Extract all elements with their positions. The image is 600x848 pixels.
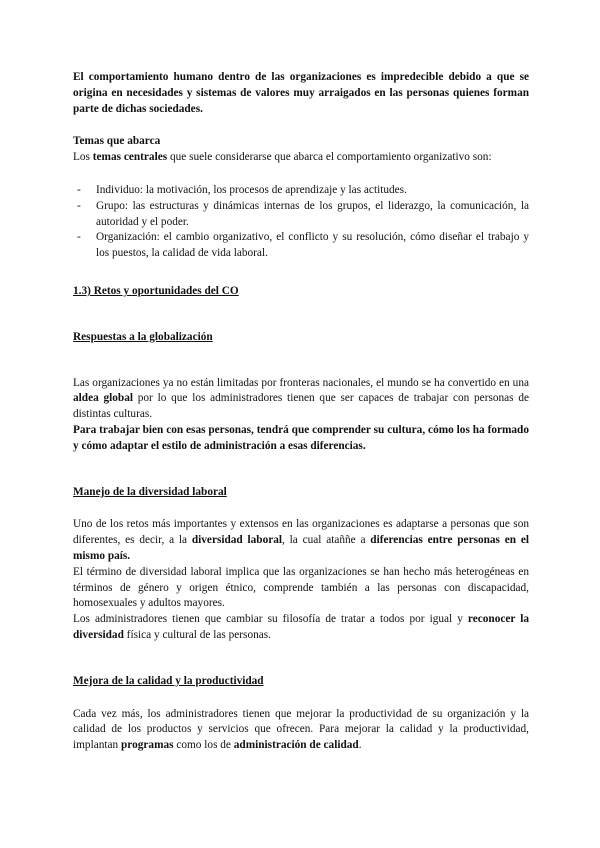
temas-heading: Temas que abarca [73, 135, 161, 148]
temas-item-individuo: - Individuo: la motivación, los procesos de aprendizaje y las actitudes. [73, 183, 529, 199]
diversidad-p3-pre: Los administradores tienen que cambiar su filosofía de tratar a todos por igual y [73, 613, 468, 626]
diversidad-paragraph-3 [73, 612, 529, 644]
calidad-p1-bold2: administración de calidad [233, 739, 359, 752]
calidad-p1-post: . [358, 739, 362, 752]
diversidad-p3-post: física y cultural de las personas. [123, 628, 271, 641]
temas-intro-line [73, 150, 529, 166]
section-13-heading: 1.3) Retos y oportunidades del CO [73, 284, 239, 297]
document-page [73, 70, 529, 754]
globalizacion-heading: Respuestas a la globalización [73, 330, 213, 343]
temas-list [73, 183, 529, 262]
diversidad-p1-pre: Uno de los retos más importantes y extensos en las organizaciones es adaptarse a personas que son diferentes, es decir, a la [73, 518, 529, 547]
calidad-p1-pre: Cada vez más, los administradores tienen que mejorar la productividad de su organización y la calidad de los productos y servicios que ofrecen. Para mejorar la calidad y la productividad, implantan [73, 707, 529, 752]
calidad-paragraph-1 [73, 707, 529, 754]
temas-item-organizacion: - Organización: el cambio organizativo, el conflicto y su resolución, cómo diseñar el trabajo y los puestos, la calidad de vida laboral. [73, 230, 529, 262]
temas-intro-bold: temas centrales [92, 151, 168, 164]
globalizacion-paragraph-2: Para trabajar bien con esas personas, tendrá que comprender su cultura, cómo los ha formado y cómo adaptar el estilo de administración a esas diferencias. [73, 423, 529, 452]
globalizacion-p1-bold: aldea global [73, 392, 133, 405]
diversidad-p3-bold: reconocer la diversidad [73, 613, 530, 641]
diversidad-heading: Manejo de la diversidad laboral [73, 485, 227, 498]
diversidad-p1-bold1: diversidad laboral [191, 534, 283, 547]
diversidad-p1-mid: , la cual ataññe a [282, 534, 371, 547]
diversidad-paragraph-2: El término de diversidad laboral implica que las organizaciones se han hecho más heterogéneas en términos de género y origen étnico, comprende también a las personas con discapacidad, homosexuales y adultos mayores. [73, 565, 529, 610]
diversidad-p1-bold2: diferencias entre personas en el mismo país. [73, 534, 529, 562]
calidad-p1-bold1: programas [121, 739, 174, 752]
globalizacion-p1-pre: Las organizaciones ya no están limitadas por fronteras nacionales, el mundo se ha convertido en una [73, 376, 529, 389]
temas-item-grupo: - Grupo: las estructuras y dinámicas internas de los grupos, el liderazgo, la comunicación, la autoridad y el poder. [73, 199, 529, 231]
calidad-heading: Mejora de la calidad y la productividad [73, 674, 264, 687]
diversidad-paragraph-1 [73, 517, 529, 564]
temas-intro-pre: Los [73, 151, 93, 164]
calidad-p1-mid: como los de [173, 739, 234, 752]
globalizacion-paragraph-1 [73, 376, 529, 423]
temas-intro-post: que suele considerarse que abarca el comportamiento organizativo son: [167, 151, 492, 164]
intro-paragraph: El comportamiento humano dentro de las organizaciones es impredecible debido a que se origina en necesidades y sistemas de valores muy arraigados en las personas quienes forman parte de dichas sociedades. [73, 71, 529, 115]
globalizacion-p1-post: por lo que los administradores tienen que ser capaces de trabajar con personas de distintas culturas. [73, 392, 529, 421]
